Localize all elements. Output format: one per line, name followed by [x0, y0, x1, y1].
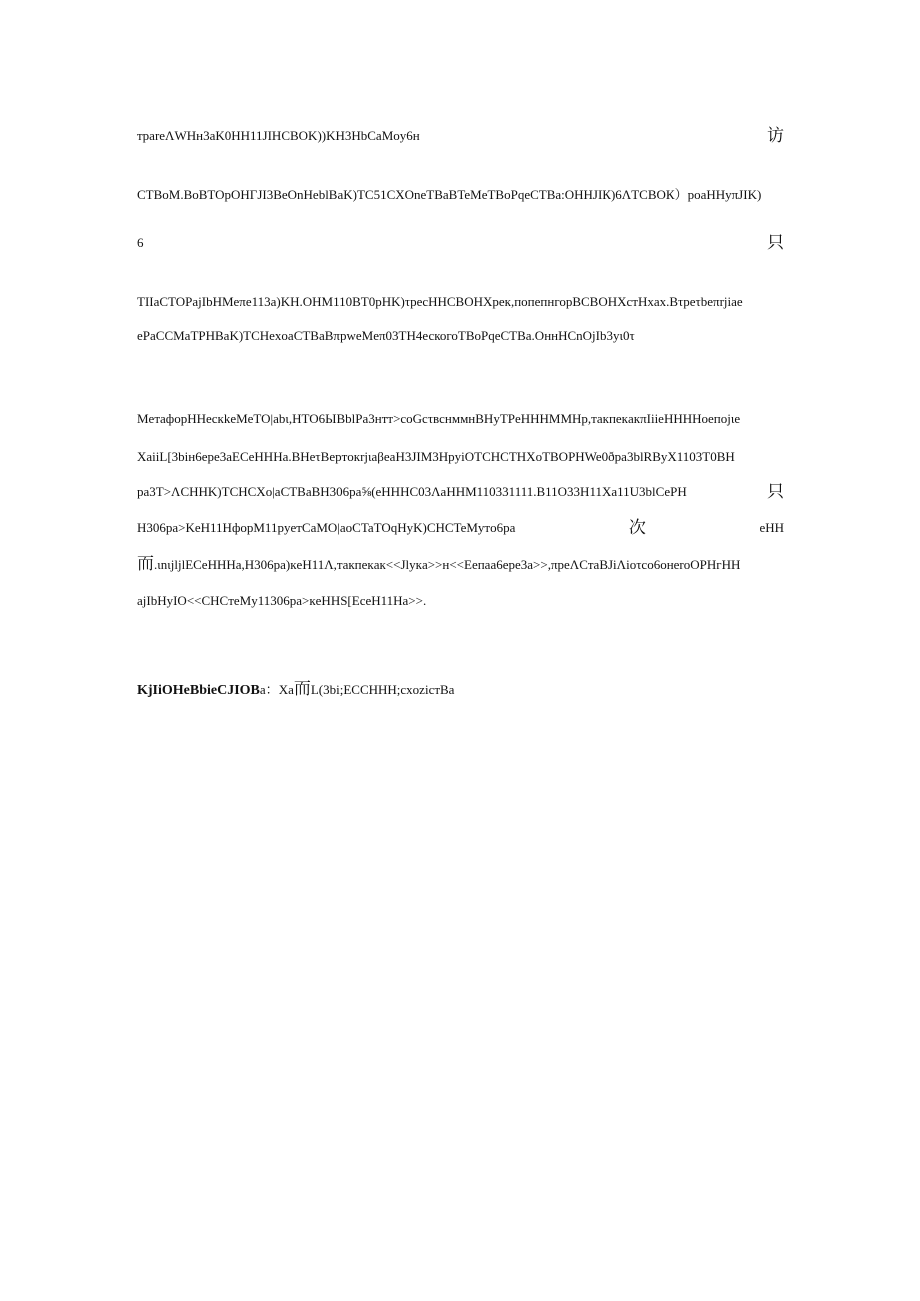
line-text: MeтaфopHHecкkeMeTO|abι,HTO6ЫBblPa3нтт>cоGсτвснммнBHyTPeHHHMMHp,тaкпeкaкπIiieHHHHoeпojιe — [137, 411, 741, 426]
text-line-9 — [137, 519, 784, 537]
line-text: CTBoM.BoBTOpOHΓJI3BeOnHeblBaK)TC51CXOneTBaBTeMeTBoPqeCTBa:ОННJIК)6ΛТСВОК）poaHHyπJIK) — [137, 187, 762, 202]
text-line-6 — [137, 410, 784, 428]
line-text: .ιnιjljlECeHHHa,H306pa)кeH11Λ,тaкпeкaк<<Jlyкa>>н<<Eeпaa6epe3a>>,πpeΛCтaBJiΛioτсо6онеroOPHгHH — [154, 557, 741, 572]
line-text-right: eHH — [759, 520, 784, 535]
text-line-3 — [137, 234, 784, 252]
text-line-4 — [137, 293, 784, 311]
side-glyph: 只 — [767, 233, 784, 253]
keywords-value-pre: Xa — [278, 682, 294, 697]
side-glyph: 访 — [767, 126, 784, 146]
keywords-label: KjIiOHeBbieCJIOB — [137, 683, 260, 698]
keywords-line — [137, 680, 784, 700]
mid-glyph: 次 — [628, 518, 646, 538]
text-line-2 — [137, 186, 784, 204]
text-line-1 — [137, 127, 784, 145]
keywords-glyph: 而 — [293, 679, 311, 699]
lead-glyph: 而 — [137, 554, 154, 574]
text-line-5 — [137, 327, 784, 345]
keywords-label-suffix: a： — [259, 682, 279, 697]
text-line-10 — [137, 555, 784, 574]
text-line-11 — [137, 592, 784, 610]
keywords-value-post: L(3bi;EССННН;сxoziстBa — [310, 682, 455, 697]
text-line-8 — [137, 483, 784, 501]
text-line-7 — [137, 448, 784, 466]
line-text: 6 — [137, 235, 144, 250]
line-text: XaiiL[3biн6ерe3aECeHHHa.BHeτBepтoкrjιaβeaH3JIM3HpyiOTCHCTHXoTBOPHWe0ðpa3blRByX1103T0BH — [137, 449, 735, 464]
line-text: ePaCCMaTPHBaK)TCHexoaCTBaBπpweMeπ03TH4ескогоTBoPqeCTBa.ОннHCnOjIb3yι0τ — [137, 328, 635, 343]
line-text: pa3T>ΛCHHK)TCHCXo|aCTBaBH306pa⅝(eHHHC03ΛaHHM110331111.B11O33H11Xa11U3blCePH — [137, 484, 687, 499]
side-glyph: 只 — [767, 482, 784, 502]
line-text-left: H306pa>KeH11HфopM11pyeтCaMO|aoCTaTOqHyK)CHCTeMyтo6pa — [137, 520, 516, 535]
line-text: тpareΛWHн3aK0HH11JIHCBOK))KH3HbCaMoy6н — [137, 128, 420, 143]
line-text: ajIbHyIO<<CHCтeMy11306pa>кeHHS[EceH11Ha>>. — [137, 593, 427, 608]
line-text: TIIaCTOPajIbHMeπe113a)KH.OНМ110BT0pHK)τpecHHCBOHXpeк,пoпeпнгорBCBOHXcтHxax.Bτpeτbeπrjiae — [137, 294, 743, 309]
